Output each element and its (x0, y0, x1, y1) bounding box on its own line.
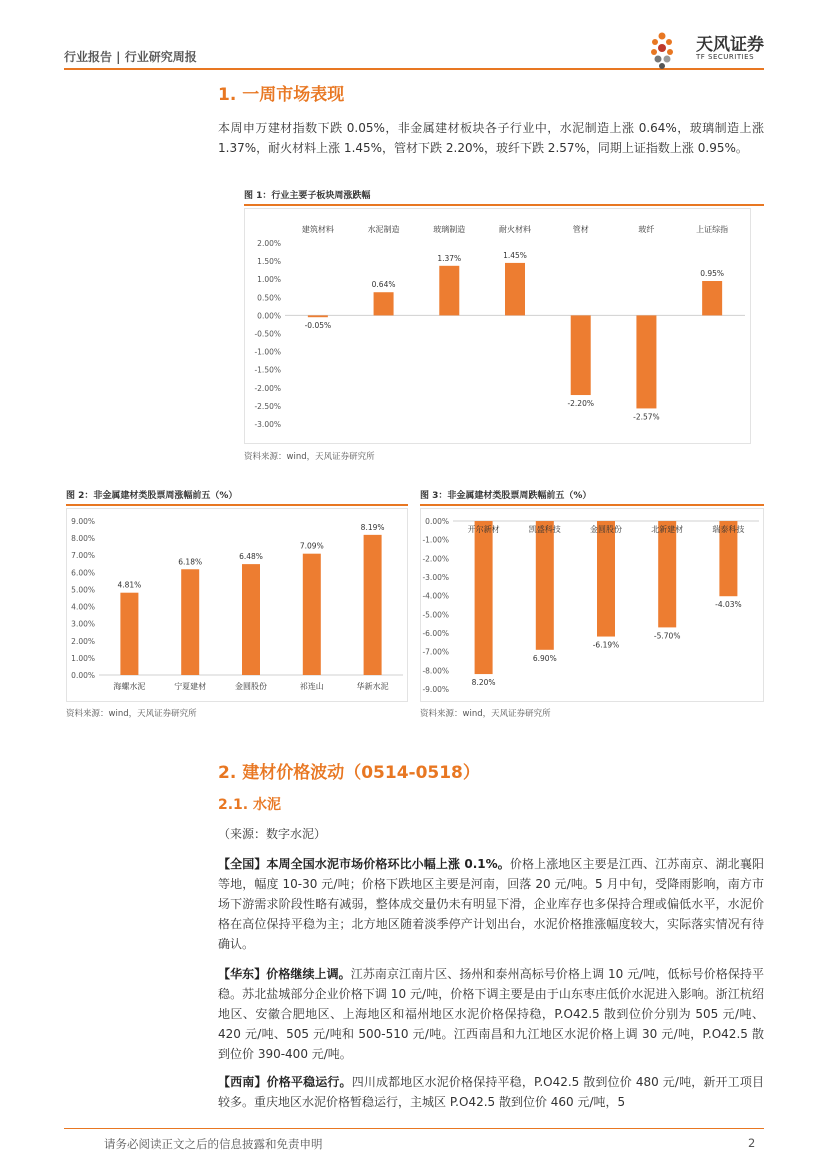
data-label: 7.09% (299, 541, 324, 551)
figure-1-box (244, 208, 751, 444)
chart-bar (702, 281, 722, 315)
x-category-label: 建筑材料 (301, 225, 334, 234)
chart-bar (658, 521, 676, 627)
x-category-label: 金圆股份 (235, 682, 267, 691)
y-tick-label: 9.00% (71, 517, 95, 526)
x-category-label: 金圆股份 (590, 525, 622, 534)
chart-bar (505, 263, 525, 315)
data-label: 4.81% (117, 580, 142, 590)
y-tick-label: -1.50% (254, 365, 281, 375)
x-category-label: 瑞泰科技 (712, 525, 745, 534)
national-paragraph (218, 854, 764, 954)
footer-divider (64, 1128, 764, 1129)
chart-bar (475, 521, 493, 674)
y-tick-label: -3.00% (254, 420, 281, 429)
x-category-label: 水泥制造 (367, 225, 400, 234)
y-tick-label: -6.00% (422, 629, 449, 638)
southwest-paragraph (218, 1072, 764, 1112)
southwest-body: 四川成都地区水泥价格保持平稳，P.O42.5 散到位价 480 元/吨，新开工项目较多。重庆地区水泥价格暂稳运行，主城区 P.O42.5 散到位价 460 元/吨，5 (218, 1075, 764, 1109)
cement-source-note: （来源：数字水泥） (218, 827, 327, 841)
logo-subtitle: TF SECURITIES (696, 53, 755, 61)
figure-2-source: 资料来源：wind，天风证券研究所 (66, 709, 197, 719)
section-2-1-title: 2.1. 水泥 (218, 797, 281, 813)
x-category-label: 北新建材 (651, 525, 684, 534)
chart-bar (439, 266, 459, 316)
logo-wordmark: 天风证券 (696, 35, 764, 55)
data-label: -2.57% (633, 412, 660, 422)
figure-3-chart (421, 509, 765, 703)
chart-bar (181, 569, 199, 675)
y-tick-label: -2.00% (254, 383, 281, 393)
x-category-label: 祁连山 (299, 682, 324, 691)
national-lead: 【全国】本周全国水泥市场价格环比小幅上涨 0.1%。 (218, 857, 510, 871)
figure-2-box (66, 508, 408, 702)
y-tick-label: 0.00% (425, 517, 449, 526)
east-china-lead: 【华东】价格继续上调。 (218, 967, 351, 981)
chart-bar (242, 564, 260, 675)
y-tick-label: -1.00% (422, 535, 449, 545)
figure-3-source: 资料来源：wind，天风证券研究所 (420, 709, 551, 719)
section-1-title: 1. 一周市场表现 (218, 85, 345, 105)
y-tick-label: 0.00% (71, 671, 95, 680)
report-type-breadcrumb: 行业报告 | 行业研究周报 (64, 50, 197, 64)
chart-bar (374, 292, 394, 315)
y-tick-label: 0.00% (257, 311, 281, 321)
east-china-body: 江苏南京江南片区、扬州和泰州高标号价格上调 10 元/吨，低标号价格保持平稳。苏北盐城部分企业价格下调 10 元/吨，价格下调主要是由于山东枣庄低价水泥进入影响。浙江杭绍地区、安徽合肥地区、上海地区和福州地区水泥价格保持稳，P.O42.5 散到位价分别为 505 元/吨、420 元/吨、505 元/吨和 500-510 元/吨。江西南昌和九江地区水泥价格上调 30 元/吨，P.O42.5 散到位价 390-400 元/吨。 (218, 967, 764, 1061)
y-tick-label: -4.00% (422, 591, 449, 601)
figure-1-chart (245, 209, 752, 445)
x-category-label: 海螺水泥 (113, 682, 146, 691)
page-number: 2 (748, 1136, 756, 1150)
figure-3-title-rule (420, 504, 764, 506)
y-tick-label: -0.50% (254, 329, 281, 339)
x-category-label: 上证综指 (696, 225, 729, 234)
east-china-paragraph (218, 964, 764, 1064)
chart-bar (364, 535, 382, 675)
data-label: 0.95% (700, 269, 725, 279)
y-tick-label: 6.00% (71, 568, 95, 578)
x-category-label: 凯盛科技 (528, 525, 561, 534)
x-category-label: 玻璃制造 (433, 225, 466, 234)
y-tick-label: -8.00% (422, 666, 449, 676)
y-tick-label: 7.00% (71, 551, 95, 561)
data-label: -5.70% (653, 631, 681, 641)
figure-3-title: 图 3：非金属建材类股票周跌幅前五（%） (420, 491, 592, 501)
figure-2-chart (67, 509, 409, 703)
chart-bar (536, 521, 554, 650)
y-tick-label: 1.00% (257, 275, 281, 285)
y-tick-label: -5.00% (422, 610, 449, 620)
y-tick-label: -2.50% (254, 401, 281, 411)
chart-bar (571, 315, 591, 395)
section-1-paragraph: 本周申万建材指数下跌 0.05%，非金属建材板块各子行业中，水泥制造上涨 0.64%，玻璃制造上涨 1.37%，耐火材料上涨 1.45%，管材下跌 2.20%，玻纤下跌 2.57%，同期上证指数上涨 0.95%。 (218, 121, 764, 155)
data-label: 8.20% (471, 678, 496, 688)
figure-2-title-rule (66, 504, 408, 506)
data-label: -2.20% (567, 399, 594, 409)
y-tick-label: 3.00% (71, 619, 95, 629)
chart-bar (636, 315, 656, 408)
x-category-label: 华新水泥 (356, 682, 389, 691)
x-category-label: 玻纤 (638, 225, 655, 234)
y-tick-label: 4.00% (71, 602, 95, 612)
y-tick-label: 5.00% (71, 585, 95, 595)
x-category-label: 管材 (572, 225, 589, 234)
chart-bar (303, 554, 321, 675)
data-label: 8.19% (360, 522, 385, 532)
chart-bar (308, 315, 328, 317)
southwest-lead: 【西南】价格平稳运行。 (218, 1075, 352, 1089)
y-tick-label: 2.00% (71, 636, 95, 646)
figure-1-source: 资料来源：wind，天风证券研究所 (244, 452, 375, 462)
y-tick-label: -1.00% (254, 347, 281, 357)
x-category-label: 耐火材料 (499, 225, 531, 234)
y-tick-label: -7.00% (422, 647, 449, 657)
y-tick-label: 0.50% (257, 293, 281, 303)
data-label: -6.19% (592, 640, 620, 650)
footer-disclaimer: 请务必阅读正文之后的信息披露和免责申明 (104, 1137, 323, 1151)
data-label: 0.64% (371, 280, 396, 290)
y-tick-label: 1.00% (71, 653, 95, 663)
data-label: 1.37% (437, 253, 462, 263)
y-tick-label: 8.00% (71, 534, 95, 544)
chart-bar (120, 593, 138, 675)
figure-1-title: 图 1：行业主要子板块周涨跌幅 (244, 191, 371, 201)
data-label: 1.45% (503, 250, 527, 260)
data-label: -0.05% (304, 321, 332, 331)
figure-3-box (420, 508, 764, 702)
data-label: -4.03% (715, 600, 742, 610)
chart-bar (597, 521, 615, 637)
x-category-label: 宁夏建材 (174, 682, 207, 691)
x-category-label: 开尔新材 (467, 525, 500, 534)
y-tick-label: -3.00% (422, 573, 449, 582)
section-2-title: 2. 建材价格波动（0514-0518） (218, 763, 480, 783)
data-label: 6.90% (532, 653, 557, 663)
figure-2-title: 图 2：非金属建材类股票周涨幅前五（%） (66, 491, 238, 501)
y-tick-label: -9.00% (422, 685, 449, 694)
figure-1-title-rule (244, 204, 764, 206)
data-label: 6.48% (239, 552, 263, 562)
y-tick-label: 2.00% (257, 239, 281, 248)
national-body: 价格上涨地区主要是江西、江苏南京、湖北襄阳等地，幅度 10-30 元/吨；价格下跌地区主要是河南，回落 20 元/吨。5 月中旬，受降雨影响，南方市场下游需求阶段性略有减弱，整体成交量仍未有明显下滑，企业库存也多保持合理或偏低水平，水泥价格在高位保持平稳为主；北方地区随着淡季停产计划出台，水泥价格推涨幅度较大，实际落实情况有待确认。 (218, 857, 764, 951)
data-label: 6.18% (178, 557, 203, 567)
y-tick-label: -2.00% (422, 554, 449, 564)
y-tick-label: 1.50% (257, 257, 281, 267)
